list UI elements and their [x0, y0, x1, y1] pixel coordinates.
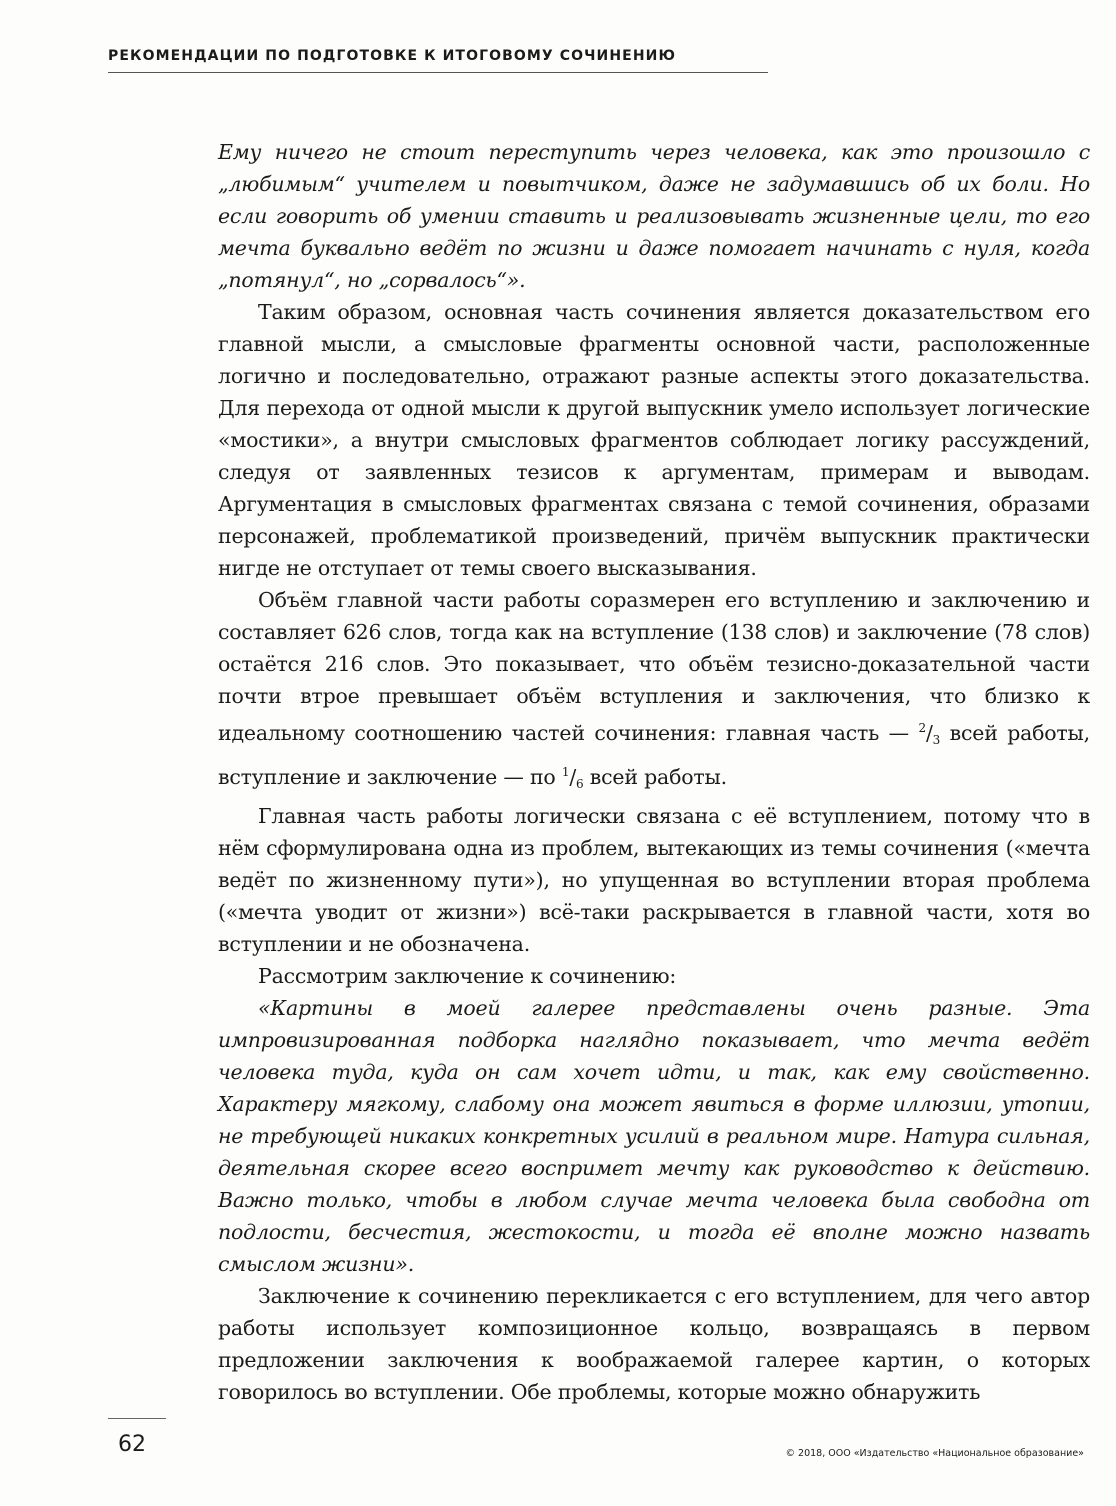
- header-divider: [108, 72, 768, 73]
- quote-continuation-paragraph: Ему ничего не стоит переступить через человека, как это произошло с „любимым“ учителем и повытчиком, даже не задумавшись об их боли. Но если говорить об умении ставить и реализовывать жизненные цели, то его мечта буквально ведёт по жизни и даже помогает начинать с нуля, когда „потянул“, но „сорвалось“».: [218, 140, 1090, 292]
- fraction-one-sixth-denominator: 6: [576, 777, 584, 791]
- proportion-text-start: Объём главной части работы соразмерен его вступлению и заключению и составляет 626 слов, тогда как на вступление (138 слов) и заключение (78 слов) остаётся 216 слов. Это показывает, что объём тезисно-доказательной части почти втрое превышает объём вступления и заключения, что близко к идеальному соотношению частей сочинения: главная часть —: [218, 588, 1090, 745]
- conclusion-intro-line: Рассмотрим заключение к сочинению:: [258, 964, 677, 988]
- fraction-two-thirds-denominator: 3: [932, 733, 941, 747]
- page-body: [218, 136, 1090, 1408]
- analysis-paragraph-structure: Таким образом, основная часть сочинения является доказательством его главной мысли, а смысловые фрагменты основной части, расположенные логично и последовательно, отражают разные аспекты этого доказательства. Для перехода от одной мысли к другой выпускник умело использует логические «мостики», а внутри смысловых фрагментов соблюдает логику рассуждений, следуя от заявленных тезисов к аргументам, примерам и выводам. Аргументация в смысловых фрагментах связана с темой сочинения, образами персонажей, проблематикой произведений, причём выпускник практически нигде не отступает от темы своего высказывания.: [218, 300, 1090, 580]
- analysis-paragraph-proportion: Объём главной части работы соразмерен его вступлению и заключению и составляет 626 слов, тогда как на вступление (138 слов) и заключение (78 слов) остаётся 216 слов. Это показывает, что объём тезисно-доказательной части почти втрое превышает объём вступления и заключения, что близко к идеальному соотношению частей сочинения: главная часть — $^2$/3 всей работы, вступление и заключение — по $^1$/6 всей работы.: [218, 588, 1090, 791]
- running-header: РЕКОМЕНДАЦИИ ПО ПОДГОТОВКЕ К ИТОГОВОМУ СОЧИНЕНИЮ: [108, 48, 677, 64]
- page-number: 62: [118, 1432, 146, 1457]
- proportion-text-middle: всей работы, вступление и заключение — по: [218, 721, 1090, 789]
- fraction-two-thirds-numerator: 2: [918, 721, 926, 735]
- footer-divider: [108, 1418, 166, 1419]
- conclusion-quote-paragraph: «Картины в моей галерее представлены очень разные. Эта импровизированная подборка наглядно показывает, что мечта ведёт человека туда, куда он сам хочет идти, и так, как ему свойственно. Характеру мягкому, слабому она может явиться в форме иллюзии, утопии, не требующей никаких конкретных усилий в реальном мире. Натура сильная, деятельная скорее всего воспримет мечту как руководство к действию. Важно только, чтобы в любом случае мечта человека была свободна от подлости, бесчестия, жестокости, и тогда её вполне можно назвать смыслом жизни».: [218, 996, 1090, 1276]
- fraction-one-sixth-numerator: 1: [561, 765, 570, 779]
- proportion-text-end: всей работы.: [583, 765, 727, 789]
- conclusion-analysis-paragraph: Заключение к сочинению перекликается с его вступлением, для чего автор работы использует композиционное кольцо, возвращаясь в первом предложении заключения к воображаемой галерее картин, о которых говорилось во вступлении. Обе проблемы, которые можно обнаружить: [218, 1284, 1090, 1404]
- analysis-paragraph-connection: Главная часть работы логически связана с её вступлением, потому что в нём сформулирована одна из проблем, вытекающих из темы сочинения («мечта ведёт по жизненному пути»), но упущенная во вступлении вторая проблема («мечта уводит от жизни») всё-таки раскрывается в главной части, хотя во вступлении и не обозначена.: [218, 804, 1090, 956]
- copyright-notice: © 2018, ООО «Издательство «Национальное образование»: [785, 1448, 1084, 1459]
